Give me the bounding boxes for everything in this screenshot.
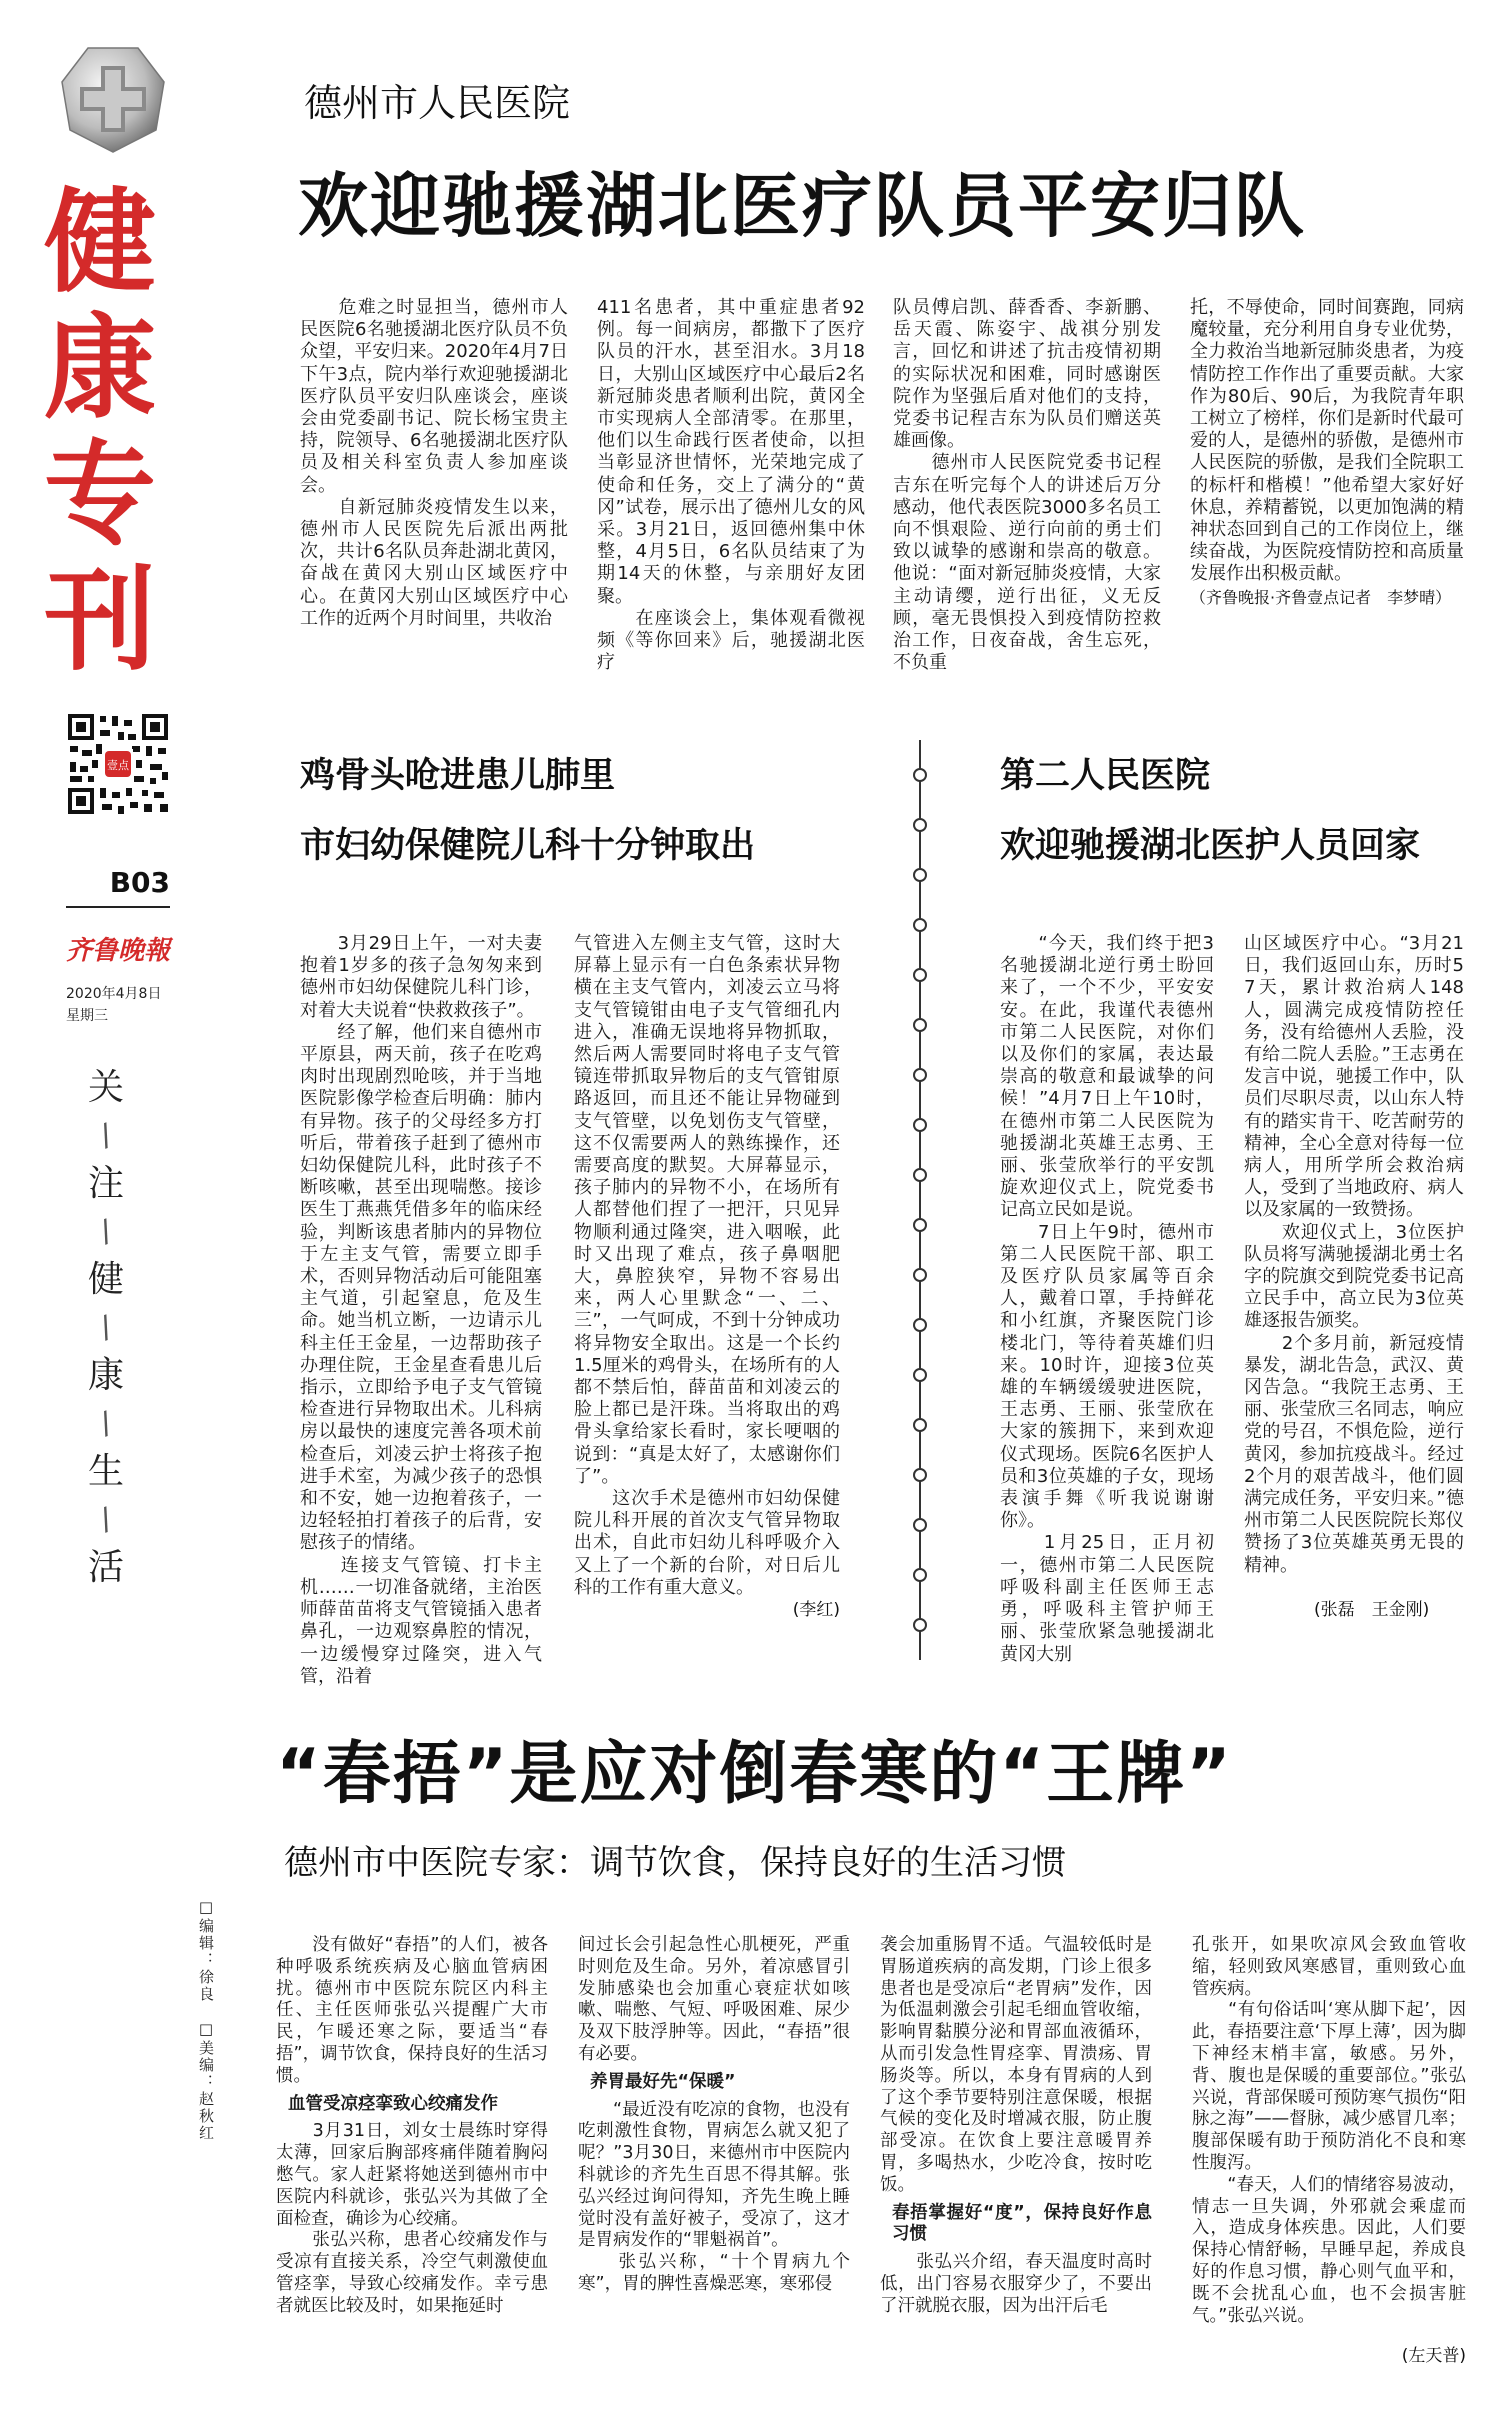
theme-divider: / [95, 1213, 117, 1250]
theme-divider: / [95, 1309, 117, 1346]
spine-ring [913, 1518, 927, 1532]
spine-ring [913, 1018, 927, 1032]
spine-ring [913, 1118, 927, 1132]
cross-logo-icon [58, 44, 168, 154]
spine-ring [913, 1418, 927, 1432]
story4-byline: (左天普) [1401, 2346, 1466, 2366]
masthead-char-3: 专 [44, 430, 156, 560]
story2-column-2-wrap [574, 933, 840, 1653]
story1-column-3: 队员傅启凯、薛香香、李新鹏、岳天霞、陈姿宇、战祺分别发言，回忆和讲述了抗击疫情初期的实际状况和困难，同时感谢医院作为坚强后盾对他们的支持，党委书记程吉东为队员们赠送英雄画像。 德州市人民医院党委书记程吉东在听完每个人的讲述后万分感动，他代表医院3000多名员工向不惧艰险、逆行向前的勇士们致以诚挚的感谢和崇高的敬意。他说：“面对新冠肺炎疫情，大家主动请缨，逆行出征，义无反顾，毫无畏惧投入到疫情防控救治工作，日夜奋战，舍生忘死，不负重 [893, 297, 1161, 674]
spine-ring [913, 1568, 927, 1582]
spine-ring [913, 1618, 927, 1632]
qr-badge-text: 壹点 [107, 759, 129, 772]
theme-word-5: 生 [87, 1451, 124, 1492]
theme-word-4: 康 [87, 1355, 124, 1396]
masthead-char-4: 刊 [44, 556, 156, 686]
spiral-divider [919, 740, 921, 1660]
story1-column-4-wrap [1190, 297, 1464, 637]
page-number: B03 [109, 866, 170, 899]
story2-column-1: 3月29日上午，一对夫妻抱着1岁多的孩子急匆匆来到德州市妇幼保健院儿科门诊，对着大夫说着“快救救孩子”。 经了解，他们来自德州市平原县，两天前，孩子在吃鸡肉时出现剧烈呛咳，并于当地医院影像学检查后明确：肺内有异物。孩子的父母经多方打听后，带着孩子赶到了德州市妇幼保健院儿科，此时孩子不断咳嗽，甚至出现喘憋。接诊医生丁燕燕凭借多年的临床经验，判断该患者肺内的异物位于左主支气管，需要立即手术，否则异物活动后可能阻塞主气道，引起窒息，危及生命。她当机立断，一边请示儿科主任王金星，一边帮助孩子办理住院，王金星查看患儿后指示，立即给予电子支气管镜检查进行异物取出术。儿科病房以最快的速度完善各项术前检查后，刘凌云护士将孩子抱进手术室，为减少孩子的恐惧和不安，她一边抱着孩子，一边轻轻拍打着孩子的后背，安慰孩子的情绪。 连接支气管镜、打卡主机……一切准备就绪，主治医师薛苗苗将支气管镜插入患者鼻孔，一边观察鼻腔的情况，一边缓慢穿过隆突，进入气管，沿着 [300, 933, 542, 1687]
story3-kicker: 第二人民医院 [1000, 756, 1211, 796]
qr-code-icon[interactable] [66, 712, 170, 816]
issue-weekday: 星期三 [66, 1008, 108, 1024]
story2-headline-line2: 市妇幼保健院儿科十分钟取出 [300, 826, 756, 866]
theme-divider: / [95, 1117, 117, 1154]
spine-ring [913, 818, 927, 832]
spine-ring [913, 1168, 927, 1182]
issue-date: 2020年4月8日 [66, 986, 162, 1002]
masthead-rail [0, 0, 170, 2414]
story4-subheading: 血管受凉痉挛致心绞痛发作 [288, 2093, 498, 2114]
spine-ring [913, 968, 927, 982]
story1-column-4: 托，不辱使命，同时间赛跑，同病魔较量，充分利用自身专业优势，全力救治当地新冠肺炎患者，为疫情防控工作作出了重要贡献。大家作为80后、90后，为我院青年职工树立了榜样，你们是新时代最可爱的人，是德州的骄傲，是德州市人民医院的骄傲，是我们全院职工的标杆和楷模！”他希望大家好好休息，养精蓄锐，以更加饱满的精神状态回到自己的工作岗位上，继续奋战，为医院疫情防控和高质量发展作出积极贡献。 [1190, 297, 1464, 585]
spine-ring [913, 1218, 927, 1232]
spine-ring [913, 918, 927, 932]
spine-ring [913, 868, 927, 882]
story1-byline: （齐鲁晚报·齐鲁壹点记者 李梦晴） [1190, 588, 1452, 607]
story4-subheading: 养胃最好先“保暖” [590, 2071, 736, 2092]
story3-column-1: “今天，我们终于把3名驰援湖北逆行勇士盼回来了，一个不少，平安安安。在此，我谨代表德州市第二人民医院，对你们以及你们的家属，表达最崇高的敬意和最诚挚的问候！”4月7日上午10时，在德州市第二人民医院为驰援湖北英雄王志勇、王丽、张莹欣举行的平安凯旋欢迎仪式上，院党委书记高立民如是说。 7日上午9时，德州市第二人民医院干部、职工及医疗队员家属等百余人，戴着口罩，手持鲜花和小红旗，齐聚医院门诊楼北门，等待着英雄们归来。10时许，迎接3位英雄的车辆缓缓驶进医院，王志勇、王丽、张莹欣在大家的簇拥下，来到欢迎仪式现场。医院6名医护人员和3位英雄的子女，现场表演手舞《听我说谢谢你》。 1月25日，正月初一，德州市第二人民医院呼吸科副主任医师王志勇，呼吸科主管护师王丽、张莹欣紧急驰援湖北黄冈大别 [1000, 933, 1214, 1665]
story4-subhead: 德州市中医院专家：调节饮食，保持良好的生活习惯 [284, 1843, 1066, 1883]
theme-word-1: 关 [87, 1067, 124, 1108]
story3-column-2: 山区域医疗中心。“3月21日，我们返回山东，历时57天，累计救治病人148人，圆满完成疫情防控任务，没有给德州人丢脸，没有给二院人丢脸。”王志勇在发言中说，驰援工作中，队员们尽职尽责，以山东人特有的踏实肯干、吃苦耐劳的精神，全心全意对待每一位病人，用所学所会救治病人，受到了当地政府、病人以及家属的一致赞扬。 欢迎仪式上，3位医护队员将写满驰援湖北勇士名字的院旗交到院党委书记高立民手中，高立民为3位英雄逐报告颁奖。 2个多月前，新冠疫情暴发，湖北告急，武汉、黄冈告急。“我院王志勇、王丽、张莹欣三名同志，响应党的号召，不惧危险，逆行黄冈，参加抗疫战斗。经过2个月的艰苦战斗，他们圆满完成任务，平安归来。”德州市第二人民医院院长郑仪赞扬了3位英雄英勇无畏的精神。 [1244, 933, 1464, 1576]
theme-divider: / [95, 1405, 117, 1442]
theme-word-3: 健 [87, 1259, 124, 1300]
story4-column-1: 没有做好“春捂”的人们，被各种呼吸系统疾病及心脑血管病困扰。德州市中医院东院区内科主任、主任医师张弘兴提醒广大市民，乍暖还寒之际，要适当“春捂”，调节饮食，保持良好的生活习惯。 血管受凉痉挛致心绞痛发作 3月31日，刘女士晨练时穿得太薄，回家后胸部疼痛伴随着胸闷憋气。家人赶紧将她送到德州市中医院内科就诊，张弘兴为其做了全面检查，确诊为心绞痛。 张弘兴称，患者心绞痛发作与受凉有直接关系，冷空气刺激使血管痉挛，导致心绞痛发作。幸亏患者就医比较及时，如果拖延时 [276, 1935, 548, 2316]
story4-column-4: 孔张开，如果吹凉风会致血管收缩，轻则致风寒感冒，重则致心血管疾病。 “有句俗话叫‘寒从脚下起’，因此，春捂要注意‘下厚上薄’，因为脚下神经末梢丰富，敏感。另外，背、腹也是保暖的重要部位。”张弘兴说，背部保暖可预防寒气损伤“阳脉之海”——督脉，减少感冒几率；腹部保暖有助于预防消化不良和寒性腹泻。 “春天，人们的情绪容易波动，情志一旦失调，外邪就会乘虚而入，造成身体疾患。因此，人们要保持心情舒畅，早睡早起，养成良好的作息习惯，静心则气血平和，既不会扰乱心血，也不会损害脏气。”张弘兴说。 [1192, 1935, 1466, 2326]
story2-byline: (李红) [792, 1600, 840, 1620]
theme-divider: / [95, 1501, 117, 1538]
story1-column-1: 危难之时显担当，德州市人民医院6名驰援湖北医疗队员不负众望，平安归来。2020年4月7日下午3点，院内举行欢迎驰援湖北医疗队员平安归队座谈会，座谈会由党委副书记、院长杨宝贵主持，院领导、6名驰援湖北医疗队员及相关科室负责人参加座谈会。 自新冠肺炎疫情发生以来，德州市人民医院先后派出两批次，共计6名队员奔赴湖北黄冈，奋战在黄冈大别山区域医疗中心。在黄冈大别山区域医疗中心工作的近两个月时间里，共收治 [300, 297, 568, 629]
theme-word-6: 活 [87, 1547, 124, 1588]
spine-ring [913, 1318, 927, 1332]
spine-ring [913, 1268, 927, 1282]
spine-ring [913, 1368, 927, 1382]
story2-column-2: 气管进入左侧主支气管，这时大屏幕上显示有一白色条索状异物横在主支气管内，刘凌云立马将支气管镜钳由电子支气管细孔内进入，准确无误地将异物抓取，然后两人需要同时将电子支气管镜连带抓取异物后的支气管钳原路返回，而且还不能让异物碰到支气管壁，以免划伤支气管壁，这不仅需要两人的熟练操作，还需要高度的默契。大屏幕显示，孩子肺内的异物不小，在场所有人都替他们捏了一把汗，只见异物顺利通过隆突，进入咽喉，此时又出现了难点，孩子鼻咽肥大，鼻腔狭窄，异物不容易出来，两人心里默念“一、二、三”，一气呵成，不到十分钟成功将异物安全取出。这是一个长约1.5厘米的鸡骨头，在场所有的人都不禁后怕，薛苗苗和刘凌云的脸上都已是汗珠。当将取出的鸡骨头拿给家长看时，家长哽咽的说到：“真是太好了，太感谢你们了”。 这次手术是德州市妇幼保健院儿科开展的首次支气管异物取出术，自此市妇幼儿科呼吸介入又上了一个新的台阶，对日后儿科的工作有重大意义。 [574, 933, 840, 1598]
story4-subheading: 春捂掌握好“度”，保持良好作息习惯 [892, 2202, 1152, 2245]
story3-headline: 欢迎驰援湖北医护人员回家 [1000, 826, 1421, 866]
story3-column-2-wrap [1244, 933, 1464, 1653]
theme-words [76, 1060, 136, 1596]
story1-headline: 欢迎驰援湖北医疗队员平安归队 [298, 165, 1306, 247]
masthead-char-2: 康 [44, 304, 156, 434]
story1-column-2: 411名患者，其中重症患者92例。每一间病房，都撒下了医疗队员的汗水，甚至泪水。3月18日，大别山区域医疗中心最后2名新冠肺炎患者顺利出院，黄冈全市实现病人全部清零。在那里，他们以生命践行医者使命，以担当彰显济世情怀，光荣地完成了使命和任务，交上了满分的“黄冈”试卷，展示出了德州儿女的风采。3月21日，返回德州集中休整，4月5日，6名队员结束了为期14天的休整，与亲朋好友团聚。 在座谈会上，集体观看微视频《等你回来》后，驰援湖北医疗 [597, 297, 865, 674]
spine-ring [913, 1468, 927, 1482]
story4-headline: “春捂”是应对倒春寒的“王牌” [276, 1735, 1233, 1814]
spine-ring [913, 768, 927, 782]
story4-column-3: 袭会加重肠胃不适。气温较低时是胃肠道疾病的高发期，门诊上很多患者也是受凉后“老胃病”发作，因为低温刺激会引起毛细血管收缩，影响胃黏膜分泌和胃部血液循环，从而引发急性胃痉挛、胃溃疡、胃肠炎等。所以，本身有胃病的人到了这个季节要特别注意保暖，根据气候的变化及时增减衣服，防止腹部受凉。在饮食上要注意暖胃养胃，多喝热水，少吃冷食，按时吃饭。 春捂掌握好“度”，保持良好作息习惯 张弘兴介绍，春天温度时高时低，出门容易衣服穿少了，不要出了汗就脱衣服，因为出汗后毛 [880, 1935, 1152, 2316]
theme-word-2: 注 [87, 1163, 124, 1204]
editor-credit: □编辑：徐良 □美编：赵秋红 [197, 1898, 215, 2142]
spine-ring [913, 1068, 927, 1082]
story4-column-4-wrap [1192, 1935, 1466, 2395]
rail-rule [66, 906, 170, 908]
masthead-title [30, 180, 170, 684]
masthead-char-1: 健 [44, 178, 156, 308]
story4-column-2: 间过长会引起急性心肌梗死，严重时则危及生命。另外，着凉感冒引发肺感染也会加重心衰症状如咳嗽、喘憋、气短、呼吸困难、尿少及双下肢浮肿等。因此，“春捂”很有必要。 养胃最好先“保暖” “最近没有吃凉的食物，也没有吃刺激性食物，胃病怎么就又犯了呢？”3月30日，来德州市中医院内科就诊的齐先生百思不得其解。张弘兴经过询问得知，齐先生晚上睡觉时没有盖好被子，受凉了，这才是胃病发作的“罪魁祸首”。 张弘兴称，“十个胃病九个寒”，胃的脾性喜燥恶寒，寒邪侵 [578, 1935, 850, 2294]
story1-kicker: 德州市人民医院 [304, 81, 571, 125]
paper-name: 齐鲁晚報 [66, 936, 171, 966]
story3-byline: (张磊 王金刚) [1314, 1600, 1430, 1620]
story2-headline-line1: 鸡骨头呛进患儿肺里 [300, 756, 616, 796]
